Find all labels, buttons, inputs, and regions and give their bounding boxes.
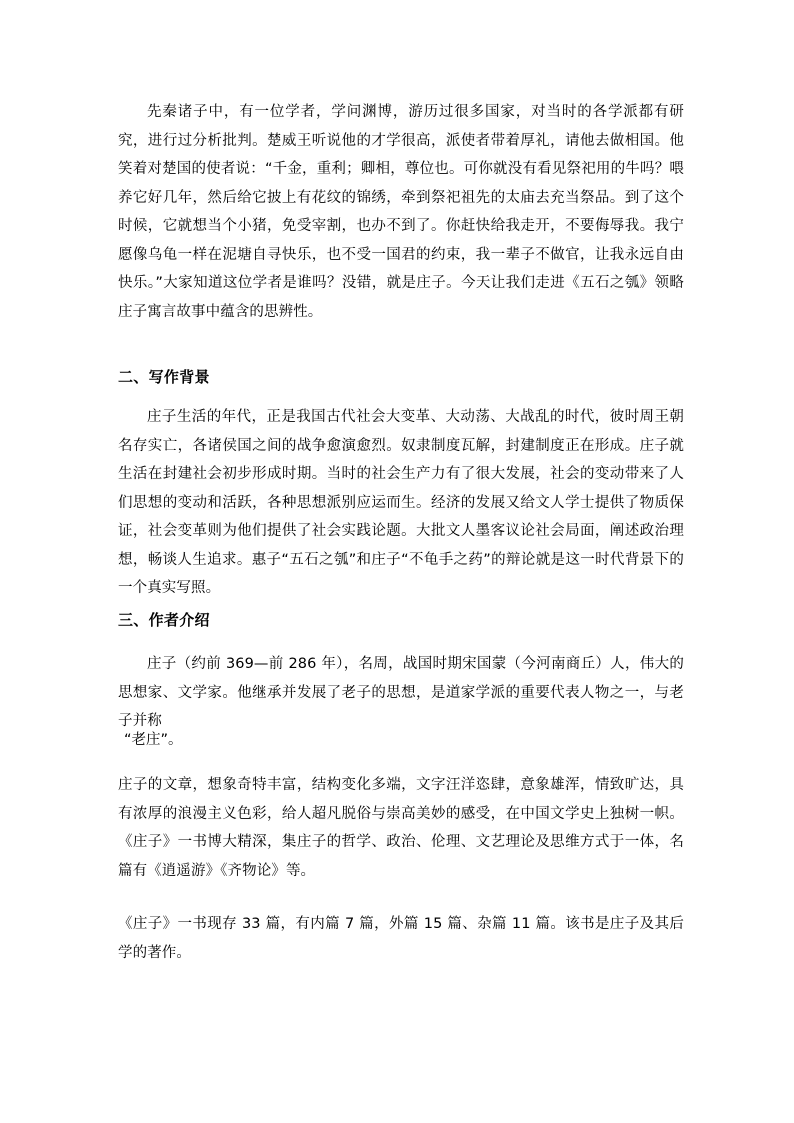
background-paragraph bbox=[118, 403, 684, 603]
book-info-text: 《庄子》一书现存 33 篇，有内篇 7 篇，外篇 15 篇、杂篇 11 篇。该书是庄子及其后学的著作。 bbox=[118, 916, 684, 961]
section-heading-author: 三、作者介绍 bbox=[118, 611, 210, 629]
intro-paragraph bbox=[118, 98, 684, 326]
author-style-paragraph bbox=[118, 771, 684, 885]
background-text: 庄子生活的年代，正是我国古代社会大变革、大动荡、大战乱的时代，彼时周王朝名存实亡，各诸侯国之间的战争愈演愈烈。奴隶制度瓦解，封建制度正在形成。庄子就生活在封建社会初步形成时期。当时的社会生产力有了很大发展，社会的变动带来了人们思想的变动和活跃，各种思想派别应运而生。经济的发展又给文人学士提供了物质保证，社会变革则为他们提供了社会实践论题。大批文人墨客议论社会局面，阐述政治理想，畅谈人生追求。惠子“五石之瓠”和庄子“不龟手之药”的辩论就是这一时代背景下的一个真实写照。 bbox=[118, 409, 684, 596]
book-info-paragraph bbox=[118, 910, 684, 967]
author-intro-paragraph bbox=[118, 650, 684, 736]
section-heading-background: 二、写作背景 bbox=[118, 368, 210, 386]
author-style-text: 庄子的文章，想象奇特丰富，结构变化多端，文字汪洋恣肆，意象雄浑，情致旷达，具有浓厚的浪漫主义色彩，给人超凡脱俗与崇高美妙的感受，在中国文学史上独树一帜。《庄子》一书博大精深，集庄子的哲学、政治、伦理、文艺理论及思维方式于一体，名篇有《逍遥游》《齐物论》等。 bbox=[118, 777, 684, 879]
intro-text: 先秦诸子中，有一位学者，学问渊博，游历过很多国家，对当时的各学派都有研究，进行过分析批判。楚威王听说他的才学很高，派使者带着厚礼，请他去做相国。他笑着对楚国的使者说：“千金，重利；卿相，尊位也。可你就没有看见祭祀用的牛吗？喂养它好几年，然后给它披上有花纹的锦绣，牵到祭祀祖先的太庙去充当祭品。到了这个时候，它就想当个小猪，免受宰割，也办不到了。你赶快给我走开，不要侮辱我。我宁愿像乌龟一样在泥塘自寻快乐，也不受一国君的约束，我一辈子不做官，让我永远自由快乐。”大家知道这位学者是谁吗？没错，就是庄子。今天让我们走进《五石之瓠》领略庄子寓言故事中蕴含的思辨性。 bbox=[118, 104, 684, 320]
author-intro-text: 庄子（约前 369—前 286 年），名周，战国时期宋国蒙（今河南商丘）人，伟大的思想家、文学家。他继承并发展了老子的思想，是道家学派的重要代表人物之一，与老子并称 bbox=[118, 656, 684, 729]
author-quote-line: “老庄”。 bbox=[124, 732, 183, 748]
